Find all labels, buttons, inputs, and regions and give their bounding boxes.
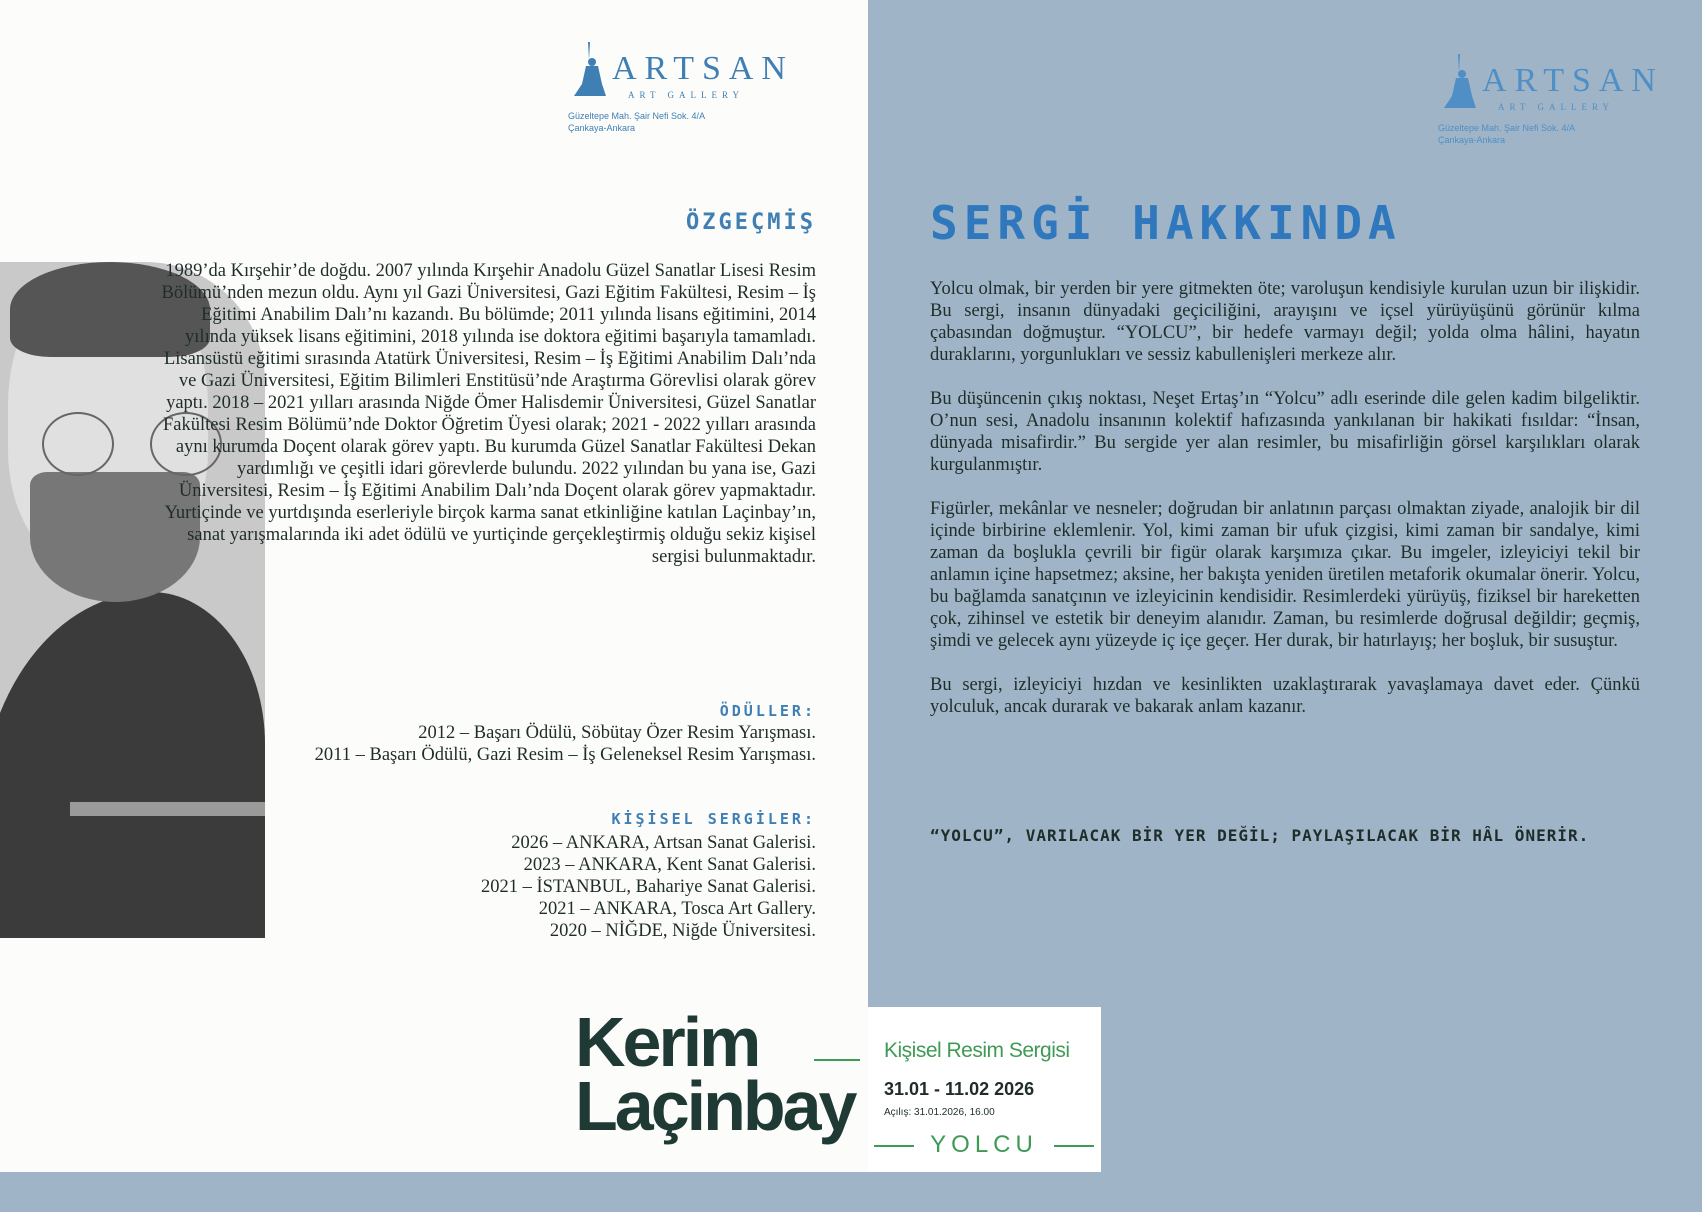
address-line-2: Çankaya-Ankara	[1438, 135, 1506, 145]
solo-shows-list	[116, 832, 816, 942]
awards-list	[116, 722, 816, 766]
about-quote: “YOLCU”, VARILACAK BİR YER DEĞİL; PAYLAŞILACAK BİR HÂL ÖNERİR.	[930, 826, 1590, 845]
show-item: 2020 – NİĞDE, Niğde Üniversitesi.	[549, 921, 816, 941]
bio-title: ÖZGEÇMİŞ	[686, 210, 816, 235]
about-paragraph: Yolcu olmak, bir yerden bir yere gitmekten öte; varoluşun kendisiyle kurulan uzun bir ilişkidir. Bu sergi, insanın dünyadaki geçiciliğini, arayışını ve içsel yürüyüşünü görünür kılma çabasından doğmuştur. “YOLCU”, bir hedefe varmayı değil; yolda olma hâlini, hayatın duraklarını, yorgunlukları ve sessiz kabullenişleri merkeze alır.	[930, 279, 1640, 365]
exhibition-dates: 31.01 - 11.02 2026	[884, 1079, 1035, 1099]
gallery-logo-right	[1438, 52, 1664, 152]
show-item: 2023 – ANKARA, Kent Sanat Galerisi.	[523, 855, 816, 875]
gallery-name: ARTSAN	[612, 50, 794, 87]
about-paragraph: Bu düşüncenin çıkış noktası, Neşet Ertaş’ın “Yolcu” adlı eserinde dile gelen kadim bilgeliktir. O’nun sesi, Anadolu insanının kolektif hafızasında yankılanan bir hakikati fısıldar: “İnsan, dünyada misafirdir.” Bu sergide yer alan resimler, bu misafirliğin görsel karşılıkları olarak kurgulanmıştır.	[930, 389, 1640, 475]
statue-logo-icon	[568, 40, 608, 100]
gallery-name: ARTSAN	[1482, 62, 1664, 99]
about-text	[930, 278, 1640, 740]
exhibition-opening: Açılış: 31.01.2026, 16.00	[884, 1107, 995, 1118]
awards-title: ÖDÜLLER:	[719, 702, 816, 720]
show-item: 2026 – ANKARA, Artsan Sanat Galerisi.	[511, 833, 816, 853]
bottom-band	[0, 1172, 1702, 1212]
gallery-logo-left	[568, 40, 794, 140]
exhibition-title-block	[874, 1131, 1094, 1161]
about-paragraph: Figürler, mekânlar ve nesneler; doğrudan bir anlatının parçası olmaktan ziyade, analojik bir dil içinde birbirine eklemlenir. Yol, kimi zaman bir ufuk çizgisi, kimi zaman bir sandalye, kimi zaman da boşlukla çevrili bir figür olarak karşımıza çıkar. Bu imgeler, izleyiciyi tekil bir anlamın içine hapsetmez; aksine, her bakışta yeniden üretilen metaforik okumalar önerir. Yolcu, bu bağlamda sanatçının ve izleyicinin kendisidir. Resimlerdeki yürüyüş, fiziksel bir hareketten çok, zihinsel ve estetik bir deneyim alanıdır. Zaman, bu resimlerde doğrusal değildir; geçmiş, şimdi ve gelecek aynı yüzeyde iç içe geçer. Her durak, bir hatırlayış; her boşluk, bir susuştur.	[930, 499, 1640, 651]
exhibition-title: YOLCU	[930, 1131, 1038, 1158]
gallery-subtitle: ART GALLERY	[1498, 102, 1615, 112]
gallery-address	[568, 110, 705, 134]
gallery-subtitle: ART GALLERY	[628, 90, 745, 100]
address-line-1: Güzeltepe Mah. Şair Nefi Sok. 4/A	[1438, 123, 1576, 133]
address-line-1: Güzeltepe Mah. Şair Nefi Sok. 4/A	[568, 111, 706, 121]
title-line-right	[1054, 1145, 1094, 1147]
artist-last-name: Laçinbay	[575, 1067, 855, 1145]
award-item: 2011 – Başarı Ödülü, Gazi Resim – İş Geleneksel Resim Yarışması.	[314, 745, 816, 765]
about-paragraph: Bu sergi, izleyiciyi hızdan ve kesinlikten uzaklaştırarak yavaşlamaya davet eder. Çünkü yolculuk, ancak durarak ve bakarak anlam kazanır.	[930, 675, 1640, 717]
statue-logo-icon	[1438, 52, 1478, 112]
artist-first-name: Kerim	[575, 1003, 759, 1081]
title-line-left	[874, 1145, 914, 1147]
portrait-stripe	[70, 802, 265, 816]
artist-name	[575, 1003, 855, 1145]
glasses-left-icon	[42, 412, 114, 476]
exhibition-type: Kişisel Resim Sergisi	[884, 1039, 1070, 1062]
gallery-address	[1438, 122, 1575, 146]
about-title: SERGİ HAKKINDA	[930, 196, 1402, 250]
address-line-2: Çankaya-Ankara	[568, 123, 636, 133]
exhibition-info-card	[868, 1007, 1101, 1172]
show-item: 2021 – ANKARA, Tosca Art Gallery.	[538, 899, 816, 919]
award-item: 2012 – Başarı Ödülü, Söbütay Özer Resim Yarışması.	[418, 723, 816, 743]
solo-shows-title: KİŞİSEL SERGİLER:	[611, 810, 816, 828]
show-item: 2021 – İSTANBUL, Bahariye Sanat Galerisi.	[480, 877, 816, 897]
bio-text: 1989’da Kırşehir’de doğdu. 2007 yılında Kırşehir Anadolu Güzel Sanatlar Lisesi Resim Bölümü’nden mezun oldu. Aynı yıl Gazi Üniversitesi, Gazi Eğitim Fakültesi, Resim – İş Eğitimi Anabilim Dalı’nı kazandı. Bu bölümde; 2011 yılında lisans eğitimini, 2014 yılında yüksek lisans eğitimini, 2018 yılında ise doktora eğitimi başarıyla tamamladı. Lisansüstü eğitimi sırasında Atatürk Üniversitesi, Resim – İş Eğitimi Anabilim Dalı’nda ve Gazi Üniversitesi, Eğitim Bilimleri Enstitüsü’nde Araştırma Görevlisi olarak görev yaptı. 2018 – 2021 yılları arasında Niğde Ömer Halisdemir Üniversitesi, Güzel Sanatlar Fakültesi Resim Bölümü’nde Doktor Öğretim Üyesi olarak; 2021 - 2022 yılları arasında aynı kurumda Doçent olarak görev yaptı. Bu kurumda Güzel Sanatlar Fakültesi Dekan yardımlığı ve çeşitli idari görevlerde bulundu. 2022 yılından bu yana ise, Gazi Üniversitesi, Resim – İş Eğitimi Anabilim Dalı’nda Doçent olarak görev yapmaktadır. Yurtiçinde ve yurtdışında eserleriyle birçok karma sanat etkinliğine katılan Laçinbay’ın, sanat yarışmalarında iki adet ödülü ve yurtiçinde gerçekleştirmiş olduğu sekiz kişisel sergisi bulunmaktadır.	[161, 261, 816, 567]
artist-divider	[814, 1059, 860, 1061]
